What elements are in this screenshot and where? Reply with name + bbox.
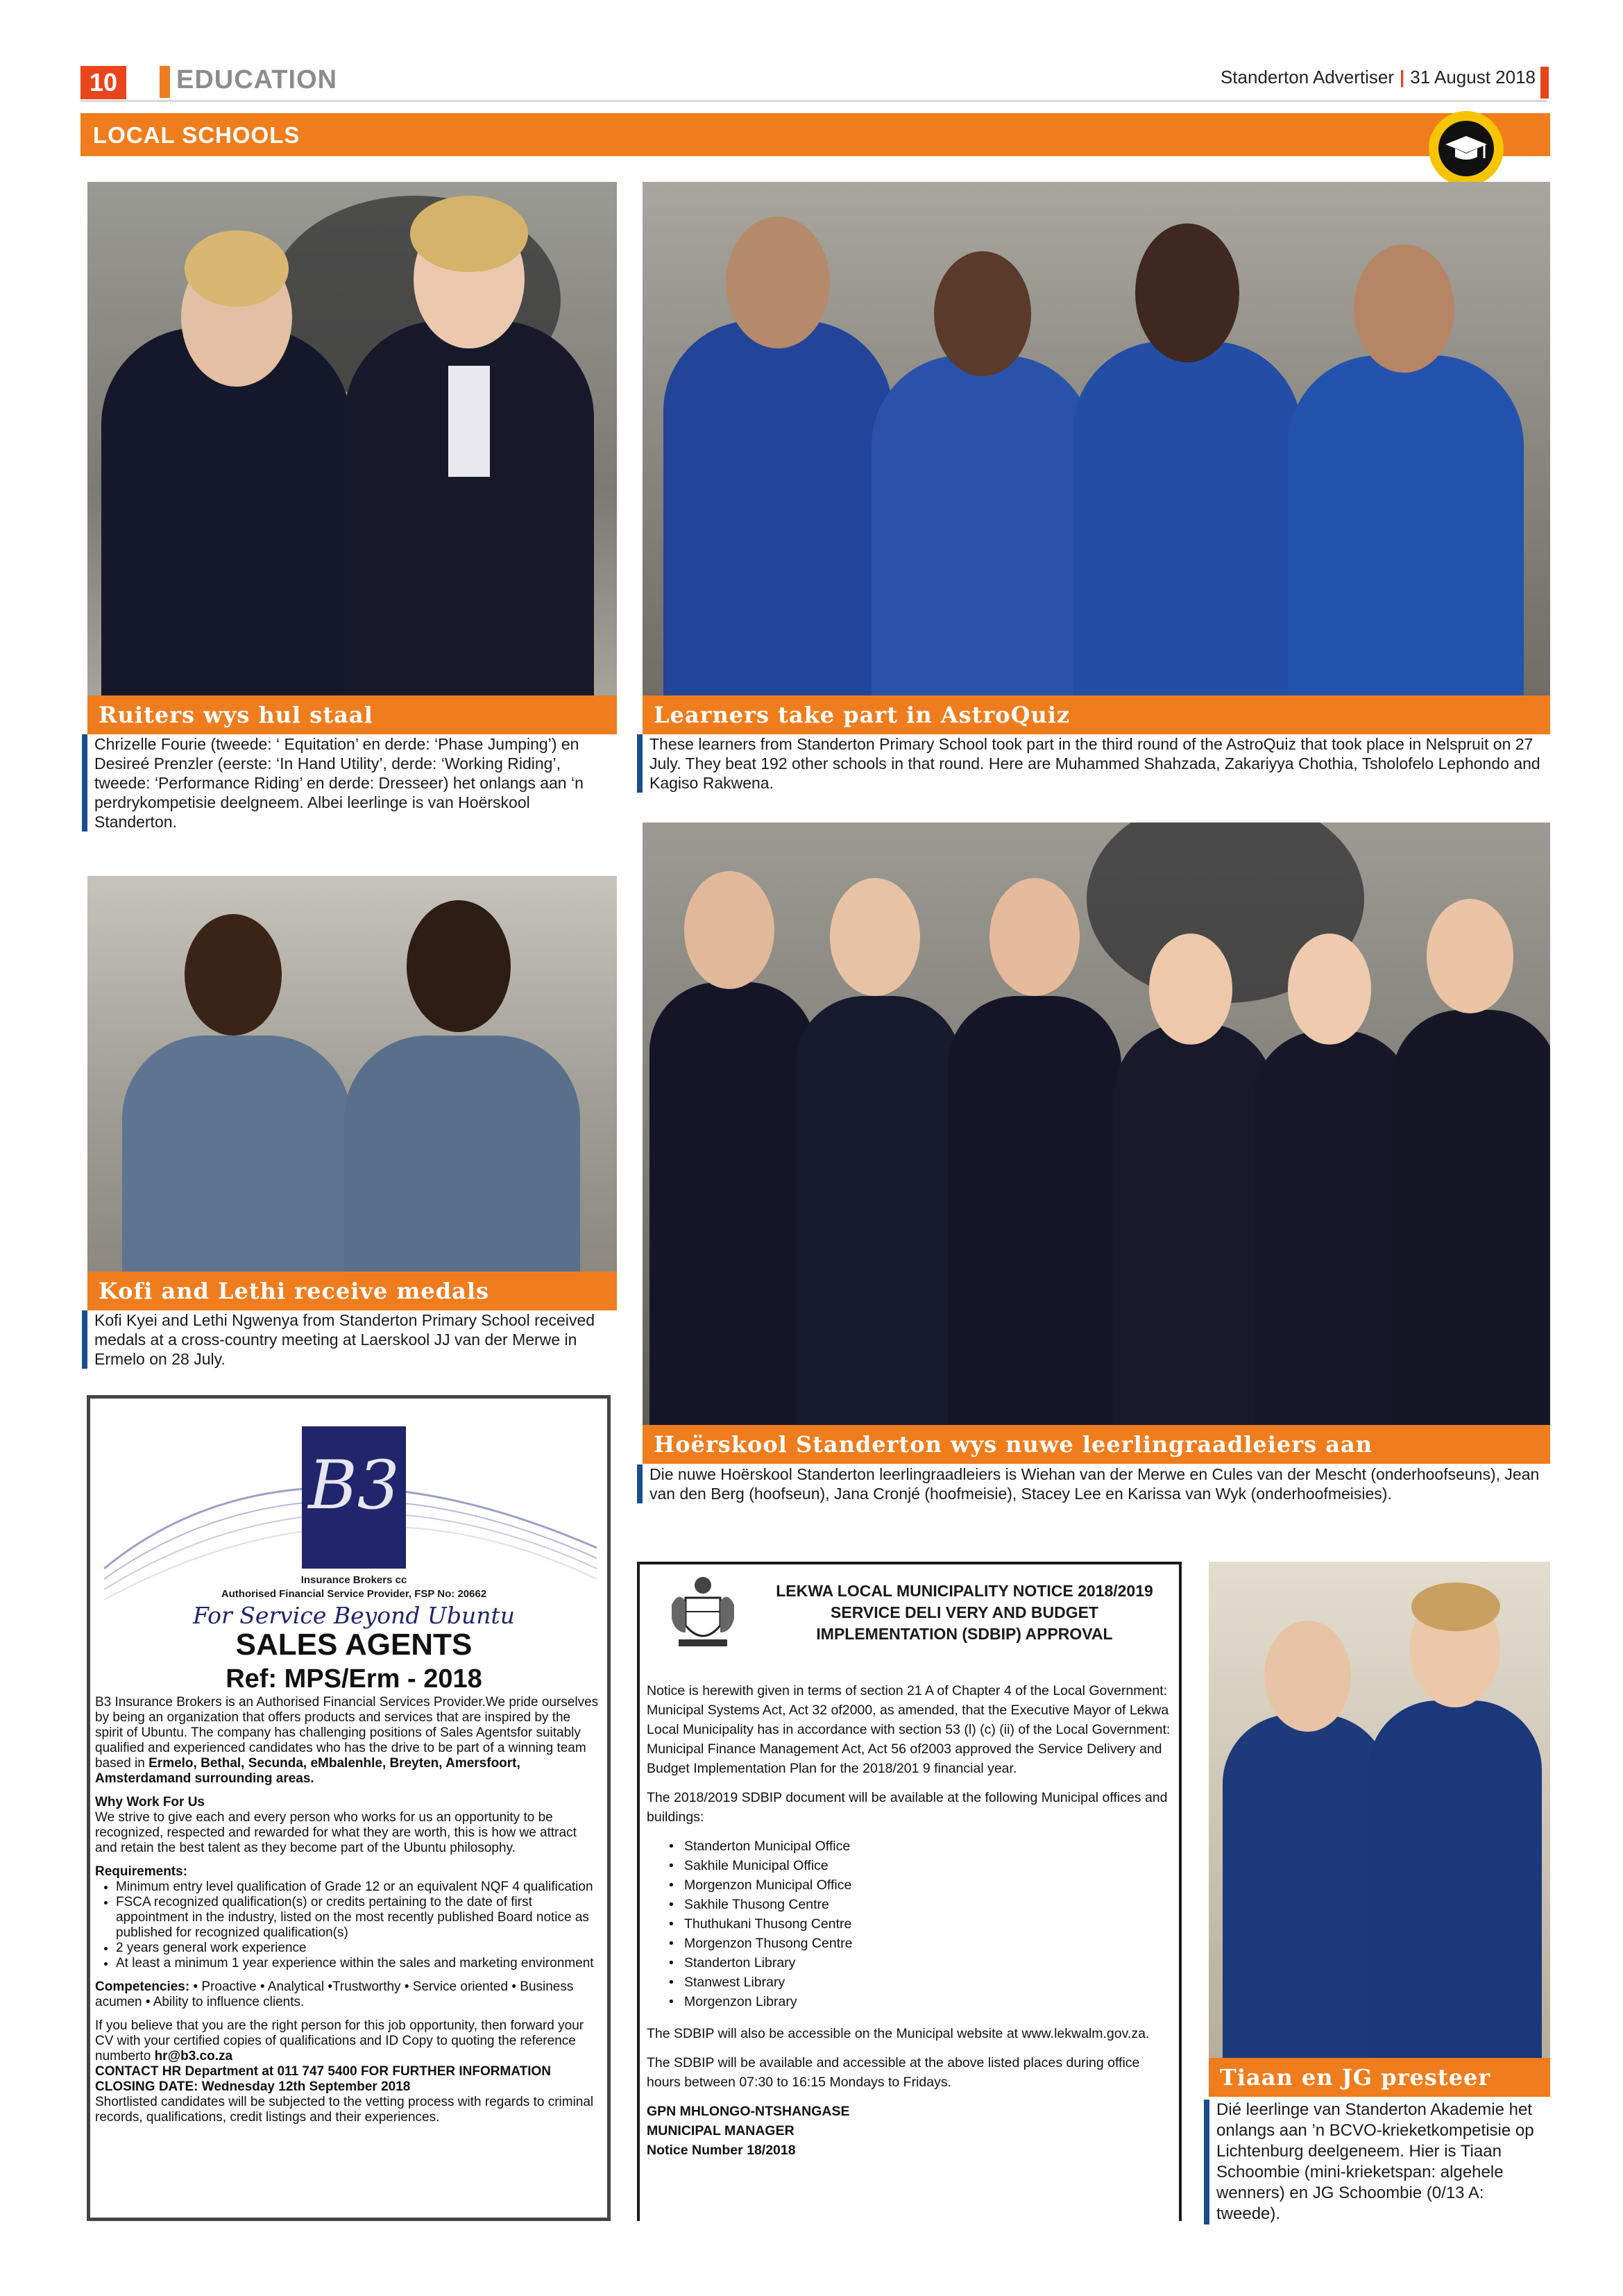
ad-slogan: For Service Beyond Ubuntu: [193, 1602, 515, 1629]
list-item: • Minimum entry level qualification of Grade 12 or an equivalent NQF 4 qualification: [116, 1880, 602, 1895]
paper-name: Standerton Advertiser: [1220, 67, 1394, 87]
list-item: • Morgenzon Library: [662, 1992, 1171, 2011]
list-item: • Thuthukani Thusong Centre: [662, 1914, 1171, 1934]
notice-places-list: [647, 1837, 1171, 2011]
notice-para1: Notice is herewith given in terms of section 21 A of Chapter 4 of the Local Government: Municipal Systems Act, Act 32 of2000, as amended, that the Executive Mayor of Lekwa Local Municipality has in accordance with section 53 (l) (c) (ii) of the Local Government: Municipal Finance Management Act, Act 56 of2003 approved the Service Delivery and Budget Implementation Plan for the 2018/201 9 financial year.: [647, 1683, 1171, 1776]
photo-ruiters: [87, 182, 617, 695]
notice-title: LEKWA LOCAL MUNICIPALITY NOTICE 2018/2019 SERVICE DELI VERY AND BUDGET IMPLEMENTATION (SDBIP) APPROVAL: [776, 1582, 1153, 1643]
issue-date: 31 August 2018: [1410, 67, 1536, 87]
section-title: EDUCATION: [176, 65, 338, 94]
banner-title: LOCAL SCHOOLS: [93, 122, 300, 148]
notice-signer-title: MUNICIPAL MANAGER: [647, 2123, 794, 2138]
section-banner: [80, 113, 1550, 156]
header-accent: [1540, 67, 1549, 99]
header-rule: [80, 100, 1547, 102]
list-item: • Stanwest Library: [662, 1973, 1171, 1992]
list-item: • Morgenzon Municipal Office: [662, 1875, 1171, 1895]
headline-tiaan: Tiaan en JG presteer: [1209, 2058, 1550, 2097]
ad-apply-text: If you believe that you are the right person for this job opportunity, then forward your CV with your certified copies of qualifications and ID Copy to quoting the reference numberto: [95, 2018, 584, 2063]
masthead-separator: |: [1400, 67, 1405, 87]
ad-body: [95, 1695, 602, 2125]
notice-para4: The SDBIP will be available and accessible at the above listed places during office hours between 07:30 to 16:15 Mondays to Fridays.: [647, 2055, 1140, 2090]
ad-intro-text: B3 Insurance Brokers is an Authorised Financial Services Provider.We pride ourselves by being an organization that offers products and services that are inspired by the spirit of Ubuntu. The company has challenging positions of Sales Agentsfor suitably qualified and experienced candidates who has the drive to be part of a winning team based in: [95, 1695, 599, 1771]
b3-logo-text: B3: [308, 1446, 400, 1524]
headline-astroquiz: Learners take part in AstroQuiz: [643, 695, 1550, 734]
photo-leerlingraad: [643, 822, 1550, 1425]
list-item: • FSCA recognized qualification(s) or credits pertaining to the date of first appointment in the industry, listed on the most recently published Board notice as published for recognized qualification(s): [116, 1895, 602, 1941]
photo-tiaan: [1209, 1562, 1550, 2058]
list-item: • Sakhile Municipal Office: [662, 1856, 1171, 1875]
ad-fsp: Authorised Financial Service Provider, FSP No: 20662: [221, 1588, 487, 1600]
ad-shortlist: Shortlisted candidates will be subjected to the vetting process with regards to criminal records, qualifications, credit listings and their experiences.: [95, 2095, 594, 2125]
ad-title: SALES AGENTS: [235, 1628, 473, 1662]
ad-email-link[interactable]: hr@b3.co.za: [154, 2049, 233, 2063]
b3-logo: [302, 1426, 406, 1569]
ad-why-heading: Why Work For Us: [95, 1795, 205, 1809]
caption-tiaan: Dié leerlinge van Standerton Akademie het onlangs aan ’n BCVO-krieketkompetisie op Lichtenburg deelgeneem. Hier is Tiaan Schoombie (mini-krieketspan: algehele wenners) en JG Schoombie (0/13 A: tweede).: [1204, 2100, 1551, 2225]
ad-locations: Ermelo, Bethal, Secunda, eMbalenhle, Breyten, Amersfoort, Amsterdamand surrounding areas.: [95, 1756, 520, 1786]
notice-para2: The 2018/2019 SDBIP document will be available at the following Municipal offices and buildings:: [647, 1790, 1168, 1825]
caption-leerlingraad: Die nuwe Hoërskool Standerton leerlingraadleiers is Wiehan van der Merwe en Cules van der Mescht (onderhoofseuns), Jean van den Berg (hoofseun), Jana Cronjé (hoofmeisie), Stacey Lee en Karissa van Wyk (onderhoofmeisies).: [637, 1464, 1546, 1503]
notice-para3: The SDBIP will also be accessible on the Municipal website at www.lekwalm.gov.za.: [647, 2026, 1150, 2041]
graduation-cap-icon-inner: [1438, 121, 1494, 176]
ad-company: Insurance Brokers cc: [300, 1574, 407, 1586]
ad-comp-heading: Competencies:: [95, 1980, 190, 1994]
list-item: • At least a minimum 1 year experience within the sales and marketing environment: [116, 1956, 602, 1971]
headline-leerlingraad: Hoërskool Standerton wys nuwe leerlingraadleiers aan: [643, 1425, 1550, 1464]
notice-signer: GPN MHLONGO-NTSHANGASE: [647, 2104, 850, 2119]
ad-reference: Ref: MPS/Erm - 2018: [226, 1664, 482, 1694]
coat-of-arms-icon: [665, 1570, 741, 1653]
ad-requirements-list: [95, 1880, 602, 1971]
section-marker: [160, 66, 170, 98]
ad-competencies: [95, 1980, 602, 2010]
ad-intro: [95, 1695, 602, 1787]
notice-number: Notice Number 18/2018: [647, 2143, 796, 2158]
headline-ruiters: Ruiters wys hul staal: [87, 695, 617, 734]
caption-kofi: Kofi Kyei and Lethi Ngwenya from Standerton Primary School received medals at a cross-country meeting at Laerskool JJ van der Merwe in Ermelo on 28 July.: [82, 1310, 609, 1369]
ad-closing: CLOSING DATE: Wednesday 12th September 2018: [95, 2079, 411, 2094]
list-item: • Sakhile Thusong Centre: [662, 1895, 1171, 1914]
ad-contact: CONTACT HR Department at 011 747 5400 FOR FURTHER INFORMATION: [95, 2064, 552, 2079]
list-item: • Standerton Municipal Office: [662, 1837, 1171, 1856]
notice-body: [647, 1681, 1171, 2160]
list-item: • 2 years general work experience: [116, 1941, 602, 1956]
caption-ruiters: Chrizelle Fourie (tweede: ‘ Equitation’ en derde: ‘Phase Jumping’) en Desireé Prenzler (eerste: ‘In Hand Utility’, derde: ‘Working Riding’, tweede: ‘Performance Riding’ en derde: Dresseer) het onlangs aan ‘n perdrykompetisie deelgneem. Albei leerlinge is van Hoërskool Standerton.: [82, 734, 609, 832]
caption-astroquiz: These learners from Standerton Primary School took part in the third round of the AstroQuiz that took place in Nelspruit on 27 July. They beat 192 other schools in that round. Here are Muhammed Shahzada, Zakariyya Chothia, Tsholofelo Lephondo and Kagiso Rakwena.: [637, 734, 1546, 793]
ad-req-heading: Requirements:: [95, 1864, 188, 1879]
photo-astroquiz: [643, 182, 1550, 695]
photo-kofi: [87, 876, 617, 1278]
ad-apply: [95, 2018, 602, 2064]
list-item: • Morgenzon Thusong Centre: [662, 1934, 1171, 1953]
page-number: 10: [80, 66, 126, 99]
ad-comp-list: • Proactive • Analytical •Trustworthy • Service oriented • Business acumen • Ability to influence clients.: [95, 1980, 574, 2009]
ad-why-body: We strive to give each and every person who works for us an opportunity to be recognized, respected and rewarded for what they are worth, this is how we attract and retain the best talent as they become part of the Ubuntu philosophy.: [95, 1810, 577, 1855]
list-item: • Standerton Library: [662, 1953, 1171, 1973]
masthead: [1221, 67, 1536, 88]
headline-kofi: Kofi and Lethi receive medals: [87, 1272, 617, 1310]
